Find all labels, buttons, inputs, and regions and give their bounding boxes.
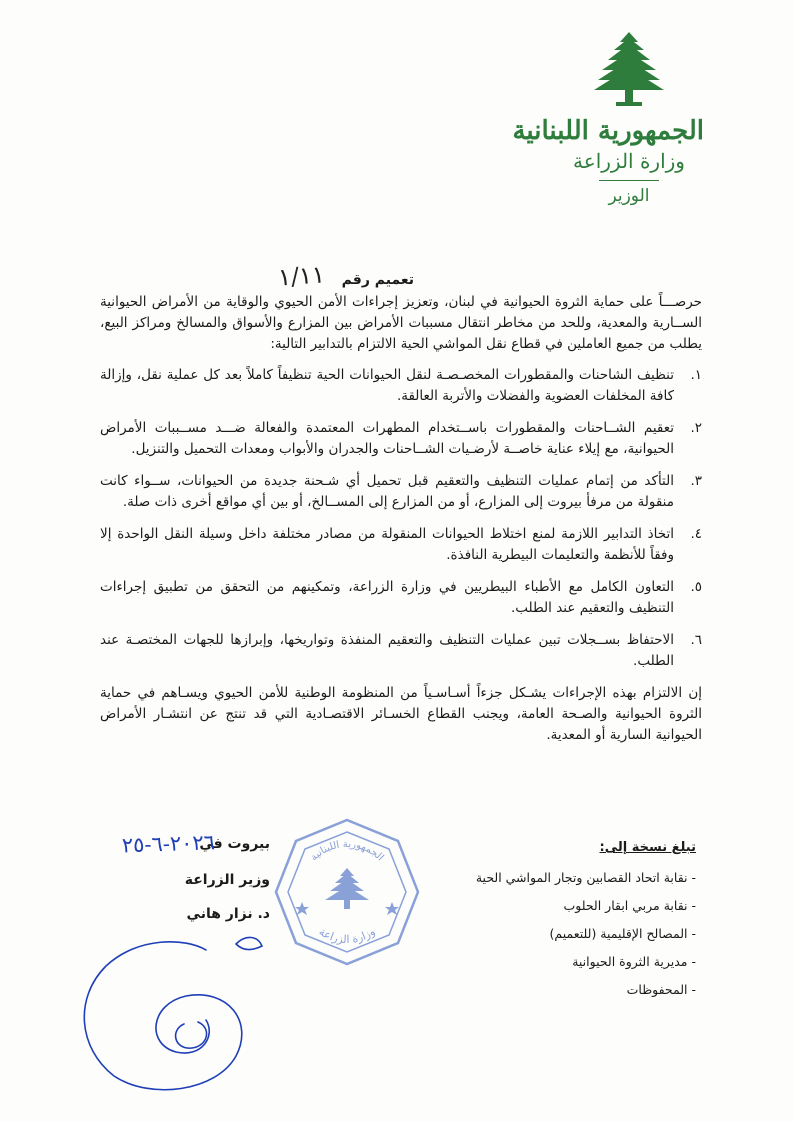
- measure-item: [100, 418, 702, 460]
- copy-recipient: - نقابة اتحاد القصابين وتجار المواشي الحية: [475, 870, 696, 885]
- measure-number: ٢.: [690, 420, 702, 436]
- stamp-bottom-text: وزارة الزراعة: [316, 925, 378, 947]
- letterhead: [512, 30, 704, 210]
- letterhead-divider: [599, 180, 659, 181]
- measure-text: التأكد من إتمام عمليات التنظيف والتعقيم قبل تحميل أي شـحنة جديدة من الحيوانات، ســواء كانت منقولة من مرفأ بيروت إلى المزارع، أو من المزارع إلى المســالخ، أو بين أي مواقع أخرى ذات صلة.: [100, 473, 674, 510]
- signature-block: [70, 830, 270, 1086]
- copy-recipient: - مديرية الثروة الحيوانية: [572, 954, 696, 969]
- copies-title: تبلغ نسخة إلى:: [599, 840, 696, 855]
- measure-text: التعاون الكامل مع الأطباء البيطريين في وزارة الزراعة، وتمكينهم من التحقق من تطبيق إجراءات التنظيف والتعقيم عند الطلب.: [100, 579, 674, 616]
- copy-recipient: - المحفوظات: [626, 982, 696, 997]
- copy-recipient: - نقابة مربي ابقار الحلوب: [563, 898, 696, 913]
- measure-number: ٦.: [690, 632, 702, 648]
- measure-item: [100, 471, 702, 513]
- measure-item: [100, 524, 702, 566]
- stamp-cedar-icon: [325, 868, 369, 909]
- measure-item: [100, 365, 702, 407]
- circular-heading: [278, 262, 414, 290]
- ministry-name: وزارة الزراعة: [573, 149, 685, 173]
- measure-number: ٣.: [690, 473, 702, 489]
- office-title: الوزير: [608, 186, 650, 206]
- circular-label: تعميم رقم: [341, 272, 414, 288]
- svg-text:٢٠٢٦-٦-٢٥: ٢٠٢٦-٦-٢٥: [121, 830, 216, 858]
- measure-text: الاحتفاظ بســجلات تبين عمليات التنظيف والتعقيم المنفذة وتواريخها، وإبرازها للجهات المختصـة عند الطلب.: [100, 632, 674, 669]
- copies-list: [446, 840, 696, 1009]
- ministry-stamp: [272, 816, 422, 968]
- conclusion-paragraph: إن الالتزام بهذه الإجراءات يشـكل جزءاً أسـاسـياً من المنظومة الوطنية للأمن الحيوي ويسـاهم في حماية الثروة الحيوانية والصـحة العامة، ويجنب القطاع الخسـائر الاقتصـادية التي قد تنتج عن انتشـار الأمراض الحيوانية السارية أو المعدية.: [100, 685, 702, 743]
- measure-item: [100, 577, 702, 619]
- measure-number: ٤.: [690, 526, 702, 542]
- measures-list: [100, 365, 702, 672]
- handwritten-date: [50, 830, 220, 860]
- measure-number: ١.: [690, 367, 702, 383]
- measure-text: تعقيم الشــاحنات والمقطورات باســتخدام المطهرات المعتمدة والفعالة ضـــد مســببات الأمراض الحيوانية، مع إيلاء عناية خاصــة لأرضـيات الشــاحنات والجدران والأبواب ومعدات التحميل والتنزيل.: [100, 420, 674, 457]
- minister-title: وزير الزراعة: [184, 872, 270, 888]
- letter-body: [100, 292, 702, 746]
- measure-text: تنظيف الشاحنات والمقطورات المخصـصـة لنقل الحيوانات الحية تنظيفاً كاملاً بعد كل عملية نقل، وإزالة كافة المخلفات العضوية والفضلات والأتربة العالقة.: [100, 367, 674, 404]
- republic-name: الجمهورية اللبنانية: [512, 116, 704, 146]
- measure-text: اتخاذ التدابير اللازمة لمنع اختلاط الحيوانات المنقولة من مصادر مختلفة داخل وسيلة النقل الواحدة إلا وفقاً للأنظمة والتعليمات البيطرية النافذة.: [100, 526, 674, 563]
- handwritten-signature: [66, 926, 266, 1096]
- cedar-tree-logo-icon: [592, 30, 666, 110]
- place-label: بيروت في: [199, 836, 270, 852]
- measure-number: ٥.: [690, 579, 702, 595]
- intro-paragraph: حرصـــاً على حماية الثروة الحيوانية في لبنان، وتعزيز إجراءات الأمن الحيوي والوقاية من الأمراض الحيوانية الســارية والمعدية، وللحد من مخاطر انتقال مسببات الأمراض بين المزارع والأسواق والمسالخ ومراكز البيع، يطلب من جميع العاملين في قطاع نقل المواشي الحية الالتزام بالتدابير التالية:: [100, 294, 702, 352]
- measure-item: [100, 630, 702, 672]
- circular-number: ١/١١: [276, 260, 326, 292]
- stamp-top-text: الجمهورية اللبنانية: [308, 838, 386, 864]
- minister-name: د. نزار هاني: [186, 906, 270, 922]
- copy-recipient: - المصالح الإقليمية (للتعميم): [549, 926, 696, 941]
